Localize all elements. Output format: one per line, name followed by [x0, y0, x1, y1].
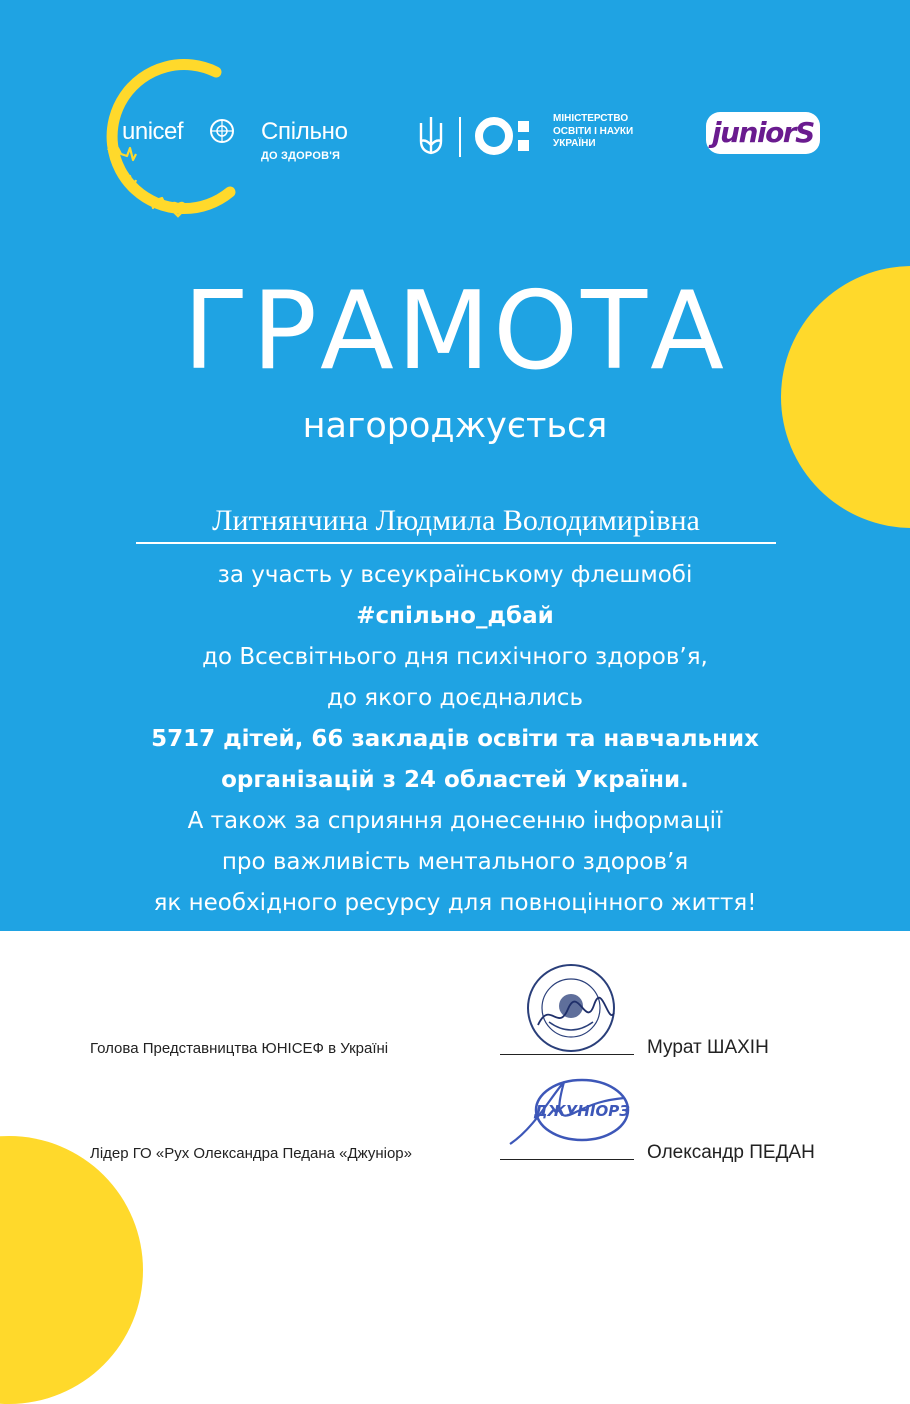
- juniors-stamp: [504, 1074, 634, 1152]
- spilno-title: Спільно: [261, 118, 348, 145]
- body-line: про важливість ментального здоров’я: [221, 849, 689, 875]
- unicef-globe-icon: [208, 117, 236, 145]
- recipient-name: Литнянчина Людмила Володимирівна: [136, 502, 776, 544]
- ministry-line-1: МІНІСТЕРСТВО: [553, 113, 629, 124]
- signatory-name-unicef: Мурат ШАХІН: [647, 1037, 769, 1058]
- ministry-logo-icon: [474, 115, 544, 157]
- certificate-subtitle: нагороджується: [302, 406, 608, 446]
- juniors-logo: juniorS: [706, 112, 820, 154]
- certificate-body: [0, 555, 910, 924]
- spilno-subtitle: ДО ЗДОРОВ'Я: [261, 150, 341, 162]
- certificate-title: ГРАМОТА: [183, 269, 727, 394]
- body-line-stats: 5717 дітей, 66 закладів освіти та навчальних: [151, 726, 759, 752]
- body-line: як необхідного ресурсу для повноцінного життя!: [153, 890, 757, 916]
- body-line: за участь у всеукраїнському флешмобі: [217, 562, 693, 588]
- signature-line: [500, 1159, 634, 1160]
- ministry-line-2: ОСВІТИ І НАУКИ: [553, 125, 634, 137]
- body-line: до Всесвітнього дня психічного здоров’я,: [202, 644, 708, 670]
- trident-icon: [416, 115, 446, 157]
- body-line: до якого доєднались: [326, 685, 584, 711]
- body-line-stats: організацій з 24 областей України.: [221, 767, 689, 793]
- decorative-yellow-circle-bottom: [0, 1136, 143, 1404]
- ministry-line-3: УКРАЇНИ: [553, 138, 596, 149]
- body-line: А також за сприяння донесенню інформації: [187, 808, 723, 834]
- svg-text:ДЖУНІОРЗ: ДЖУНІОРЗ: [534, 1102, 630, 1120]
- signatory-name-juniors: Олександр ПЕДАН: [647, 1142, 815, 1163]
- signatory-role-unicef: Голова Представництва ЮНІСЕФ в Україні: [90, 1040, 389, 1057]
- logo-divider: [459, 117, 461, 157]
- signature-scribble: [536, 995, 616, 1035]
- signature-line: [500, 1054, 634, 1055]
- body-line-hashtag: #спільно_дбай: [356, 603, 554, 629]
- unicef-wordmark: unicef: [122, 118, 184, 145]
- ministry-text: [553, 113, 633, 151]
- signatory-role-juniors: Лідер ГО «Рух Олександра Педана «Джуніор»: [90, 1145, 412, 1162]
